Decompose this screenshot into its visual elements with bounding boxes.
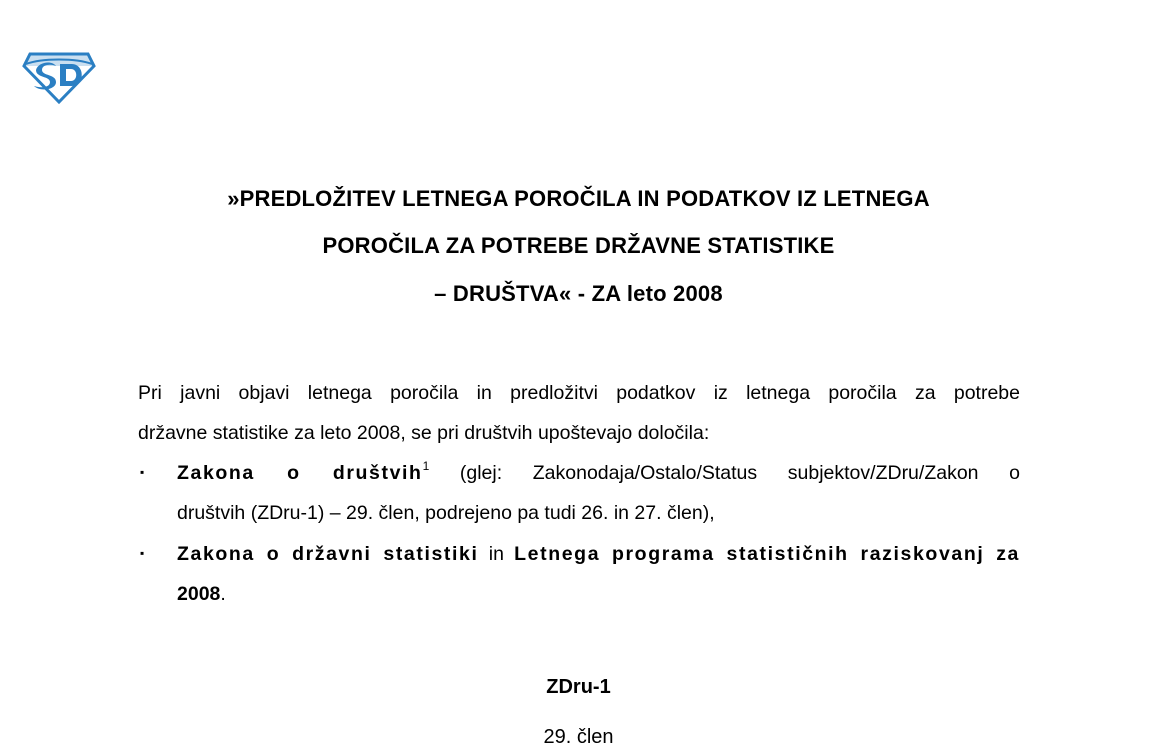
bullet-item-2-connector: in xyxy=(478,543,515,565)
bullet-item-1-line-1 xyxy=(177,453,1020,493)
document-title-line-3: – DRUŠTVA« - ZA leto 2008 xyxy=(434,281,723,306)
bullet-marker-icon: ▪ xyxy=(140,465,145,479)
bullet-item-2-end: . xyxy=(220,583,226,605)
intro-paragraph-line-1: Pri javni objavi letnega poročila in predložitvi podatkov iz letnega poročila za potrebe xyxy=(138,382,1020,404)
document-title-line-2: POROČILA ZA POTREBE DRŽAVNE STATISTIKE xyxy=(322,233,835,258)
bullet-item-2-bold-1: Zakona o državni statistiki xyxy=(177,543,479,565)
bullet-item-2-line-1 xyxy=(177,534,1020,574)
footnote-reference[interactable]: 1 xyxy=(422,459,430,473)
bullet-item-1-line-2: društvih (ZDru-1) – 29. člen, podrejeno pa tudi 26. in 27. člen), xyxy=(177,502,715,524)
sd-logo-icon xyxy=(22,48,96,104)
bullet-item-1-text: (glej: Zakonodaja/Ostalo/Status subjektov/ZDru/Zakon o xyxy=(429,462,1020,484)
bullet-item-2-line-2 xyxy=(177,574,1020,614)
section-article: 29. člen xyxy=(543,726,614,743)
intro-paragraph-line-2: državne statistike za leto 2008, se pri društvih upoštevajo določila: xyxy=(138,422,710,444)
bullet-item-1-bold: Zakona o društvih xyxy=(177,462,423,484)
document-title-line-1: »PREDLOŽITEV LETNEGA POROČILA IN PODATKOV IZ LETNEGA xyxy=(227,186,930,211)
bullet-item-2-year: 2008 xyxy=(177,583,221,605)
bullet-marker-icon: ▪ xyxy=(140,546,145,560)
section-heading: ZDru-1 xyxy=(546,676,611,698)
bullet-item-2-bold-2: Letnega programa statističnih raziskovanj za xyxy=(514,543,1020,565)
